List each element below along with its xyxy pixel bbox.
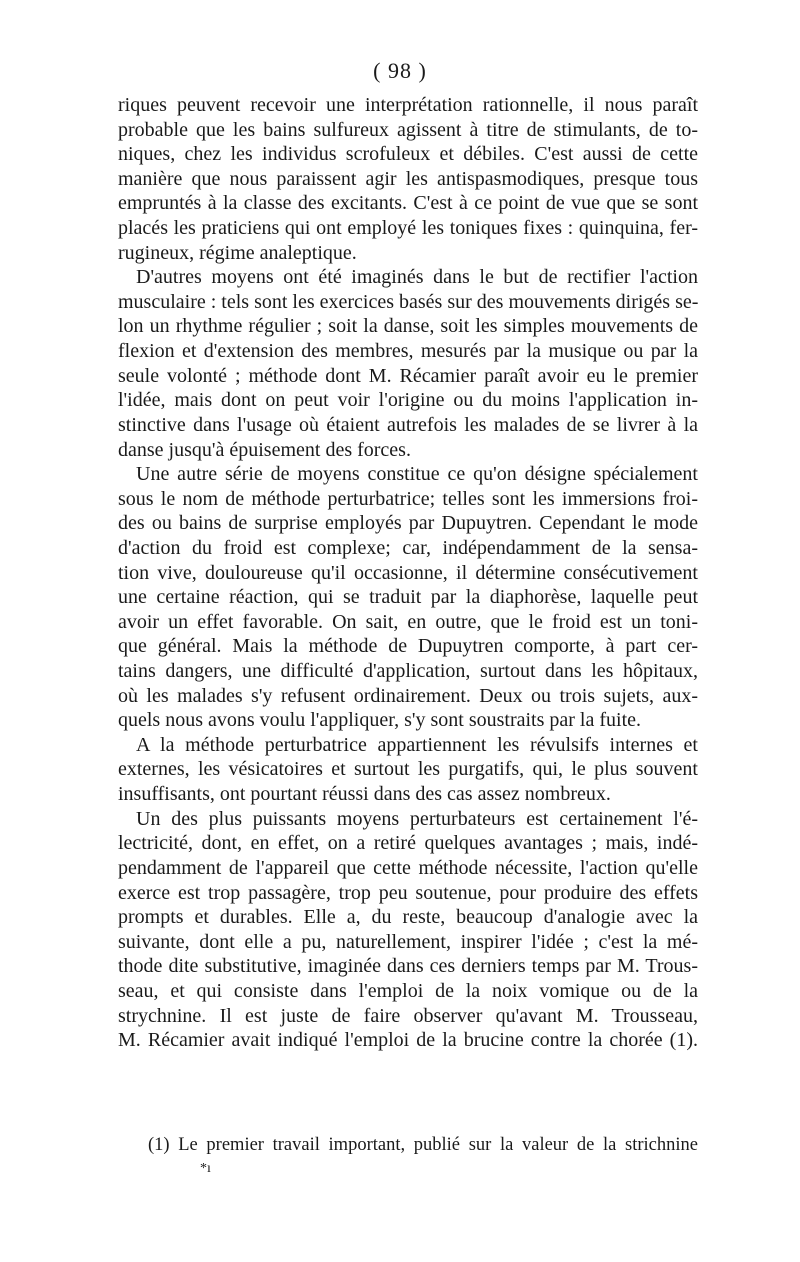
text-line: exerce est trop passagère, trop peu soutenue, pour produire des effets xyxy=(118,881,698,904)
text-line: d'action du froid est complexe; car, indépendamment de la sensa- xyxy=(118,536,698,559)
text-line: quels nous avons voulu l'appliquer, s'y sont soustraits par la fuite. xyxy=(118,709,642,732)
text-line: M. Récamier avait indiqué l'emploi de la brucine contre la chorée (1). xyxy=(118,1029,698,1052)
text-line: manière que nous paraissent agir les antispasmodiques, presque tous xyxy=(118,167,698,190)
text-line: sous le nom de méthode perturbatrice; telles sont les immersions froi- xyxy=(118,487,698,510)
text-line: tion vive, douloureuse qu'il occasionne, il détermine consécutivement xyxy=(118,561,698,584)
page-number: ( 98 ) xyxy=(373,58,427,83)
text-line: niques, chez les individus scrofuleux et débiles. C'est aussi de cette xyxy=(118,143,698,166)
text-line: avoir un effet favorable. On sait, en outre, que le froid est un toni- xyxy=(118,610,698,633)
text-line: Un des plus puissants moyens perturbateurs est certainement l'é- xyxy=(136,807,698,830)
text-line: flexion et d'extension des membres, mesurés par la musique ou par la xyxy=(118,340,698,363)
text-line: rugineux, régime analeptique. xyxy=(118,241,357,264)
text-line: danse jusqu'à épuisement des forces. xyxy=(118,438,411,461)
text-line: seau, et qui consiste dans l'emploi de la noix vomique ou de la xyxy=(118,979,698,1002)
text-line: Une autre série de moyens constitue ce qu'on désigne spécialement xyxy=(136,463,698,486)
footnote: (1) Le premier travail important, publié sur la valeur de la strichnine xyxy=(148,1135,698,1155)
text-line: pendamment de l'appareil que cette méthode nécessite, l'action qu'elle xyxy=(118,856,698,879)
text-line: A la méthode perturbatrice appartiennent les révulsifs internes et xyxy=(136,733,698,756)
text-line: une certaine réaction, qui se traduit par la diaphorèse, laquelle peut xyxy=(118,586,698,609)
text-line: suivante, dont elle a pu, naturellement, inspirer l'idée ; c'est la mé- xyxy=(118,930,698,953)
text-line: externes, les vésicatoires et surtout les purgatifs, qui, le plus souvent xyxy=(118,758,698,781)
body-text xyxy=(118,93,698,1053)
text-line: que général. Mais la méthode de Dupuytren comporte, à part cer- xyxy=(118,635,698,658)
text-line: seule volonté ; méthode dont M. Récamier paraît avoir eu le premier xyxy=(118,364,698,387)
text-line: placés les praticiens qui ont employé les toniques fixes : quinquina, fer- xyxy=(118,217,698,240)
text-line: probable que les bains sulfureux agissent à titre de stimulants, de to- xyxy=(118,118,698,141)
text-line: D'autres moyens ont été imaginés dans le but de rectifier l'action xyxy=(136,266,698,289)
text-line: stinctive dans l'usage où étaient autrefois les malades de se livrer à la xyxy=(118,413,698,436)
text-line: musculaire : tels sont les exercices basés sur des mouvements dirigés se- xyxy=(118,290,699,313)
text-line: riques peuvent recevoir une interprétation rationnelle, il nous paraît xyxy=(118,94,698,116)
text-line: prompts et durables. Elle a, du reste, beaucoup d'analogie avec la xyxy=(118,906,698,929)
signature-mark: *ı xyxy=(200,1161,211,1176)
text-line: strychnine. Il est juste de faire observer qu'avant M. Trousseau, xyxy=(118,1004,698,1027)
text-line: lon un rhythme régulier ; soit la danse, soit les simples mouvements de xyxy=(118,315,698,338)
text-line: l'idée, mais dont on peut voir l'origine ou du moins l'application in- xyxy=(118,389,698,412)
text-line: lectricité, dont, en effet, on a retiré quelques avantages ; mais, indé- xyxy=(118,832,698,855)
text-line: des ou bains de surprise employés par Dupuytren. Cependant le mode xyxy=(118,512,698,535)
text-line: empruntés à la classe des excitants. C'est à ce point de vue que se sont xyxy=(118,192,698,215)
text-line: où les malades s'y refusent ordinairement. Deux ou trois sujets, aux- xyxy=(118,684,698,707)
text-line: tains dangers, une difficulté d'application, surtout dans les hôpitaux, xyxy=(118,660,698,683)
text-line: thode dite substitutive, imaginée dans ces derniers temps par M. Trous- xyxy=(118,955,698,978)
text-line: insuffisants, ont pourtant réussi dans des cas assez nombreux. xyxy=(118,783,611,806)
